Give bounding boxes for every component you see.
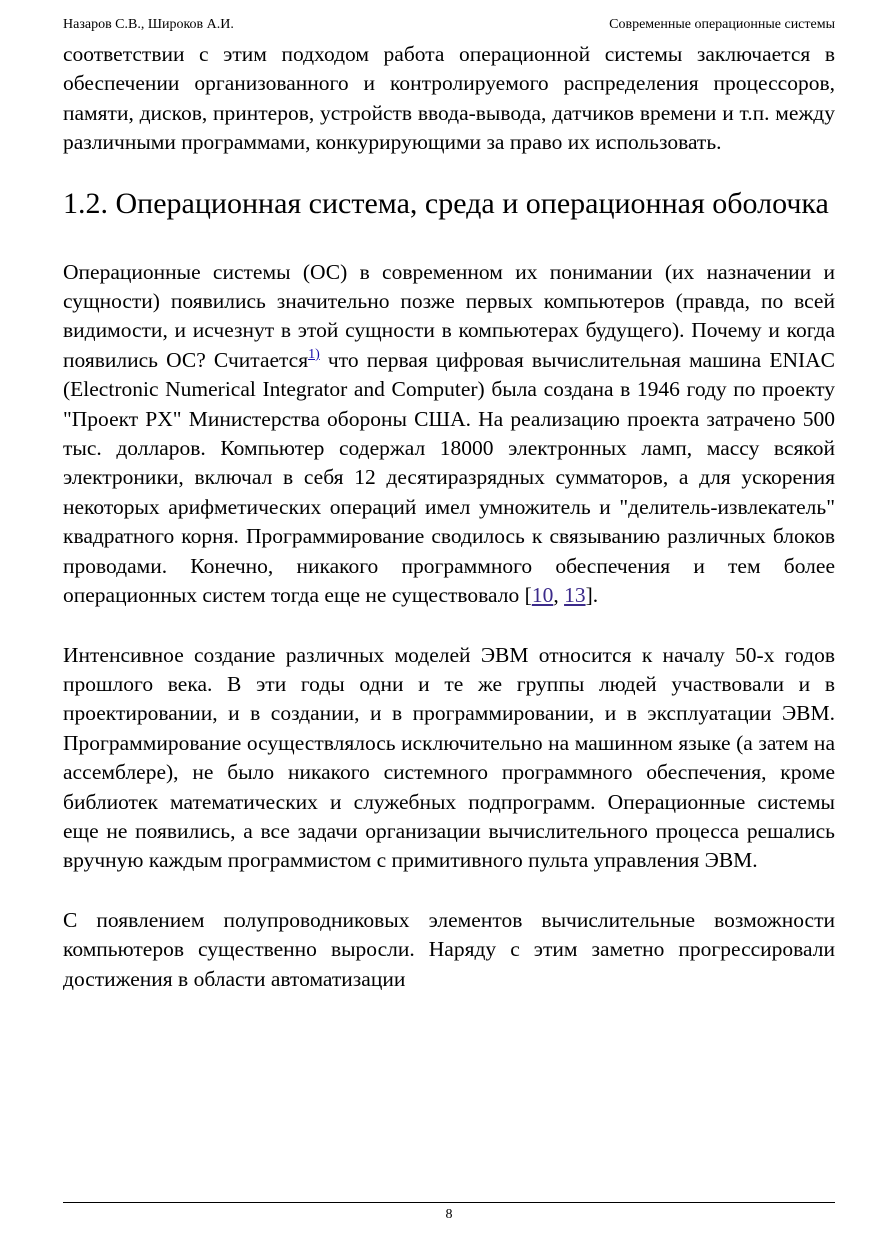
footnote-link[interactable]: 1) <box>308 346 320 362</box>
paragraph-1950s: Интенсивное создание различных моделей ЭВМ относится к началу 50-х годов прошлого века. В эти годы одни и те же группы людей участвовали и в проектировании, и в создании, и в программировании, и в эксплуатации ЭВМ. Программирование осуществлялось исключительно на машинном языке (а затем на ассемблере), не было никакого системного программного обеспечения, кроме библиотек математических и служебных подпрограмм. Операционные системы еще не появились, а все задачи организации вычислительного процесса решались вручную каждым программистом с примитивного пульта управления ЭВМ. <box>63 642 835 873</box>
reference-link-13[interactable]: 13 <box>564 583 586 608</box>
reference-separator: , <box>553 583 565 608</box>
paragraph-continuation: соответствии с этим подходом работа операционной системы заключается в обеспечении организованного и контролируемого распределения процессоров, памяти, дисков, принтеров, устройств ввода-вывода, датчиков времени и т.п. между различными программами, конкурирующими за право их использовать. <box>63 42 835 155</box>
header-book-title: Современные операционные системы <box>609 17 835 32</box>
section-title: 1.2. Операционная система, среда и операционная оболочка <box>63 186 829 220</box>
paragraph-os-history-end: ]. <box>585 583 599 608</box>
reference-link-10[interactable]: 10 <box>531 583 554 608</box>
paragraph-os-history <box>63 258 835 611</box>
paragraph-semiconductors: С появлением полупроводниковых элементов вычислительные возможности компьютеров существенно выросли. Наряду с этим заметно прогрессировали достижения в области автоматизации <box>63 907 835 991</box>
paragraph-os-history-text-1: Операционные системы (ОС) в современном их понимании (их назначении и сущности) появились значительно позже первых компьютеров (правда, по всей видимости, и исчезнут в этой сущности в компьютерах будущего). Почему и когда появились ОС? Считается <box>63 259 835 372</box>
page-number: 8 <box>445 1207 453 1222</box>
footer-divider <box>63 1202 835 1203</box>
page-content <box>63 40 835 994</box>
paragraph-os-history-text-2: что первая цифровая вычислительная машина ENIAC (Electronic Numerical Integrator and Computer) была создана в 1946 году по проекту "Проект PX" Министерства обороны США. На реализацию проекта затрачено 500 тыс. долларов. Компьютер содержал 18000 электронных ламп, массу всякой электроники, включал в себя 12 десятиразрядных сумматоров, а для ускорения некоторых арифметических операций имел умножитель и "делитель-извлекатель" квадратного корня. Программирование сводилось к связыванию различных блоков проводами. Конечно, никакого программного обеспечения и тем более операционных систем тогда еще не существовало [ <box>63 347 835 608</box>
running-header <box>63 15 835 35</box>
header-authors: Назаров С.В., Широков А.И. <box>63 17 234 32</box>
